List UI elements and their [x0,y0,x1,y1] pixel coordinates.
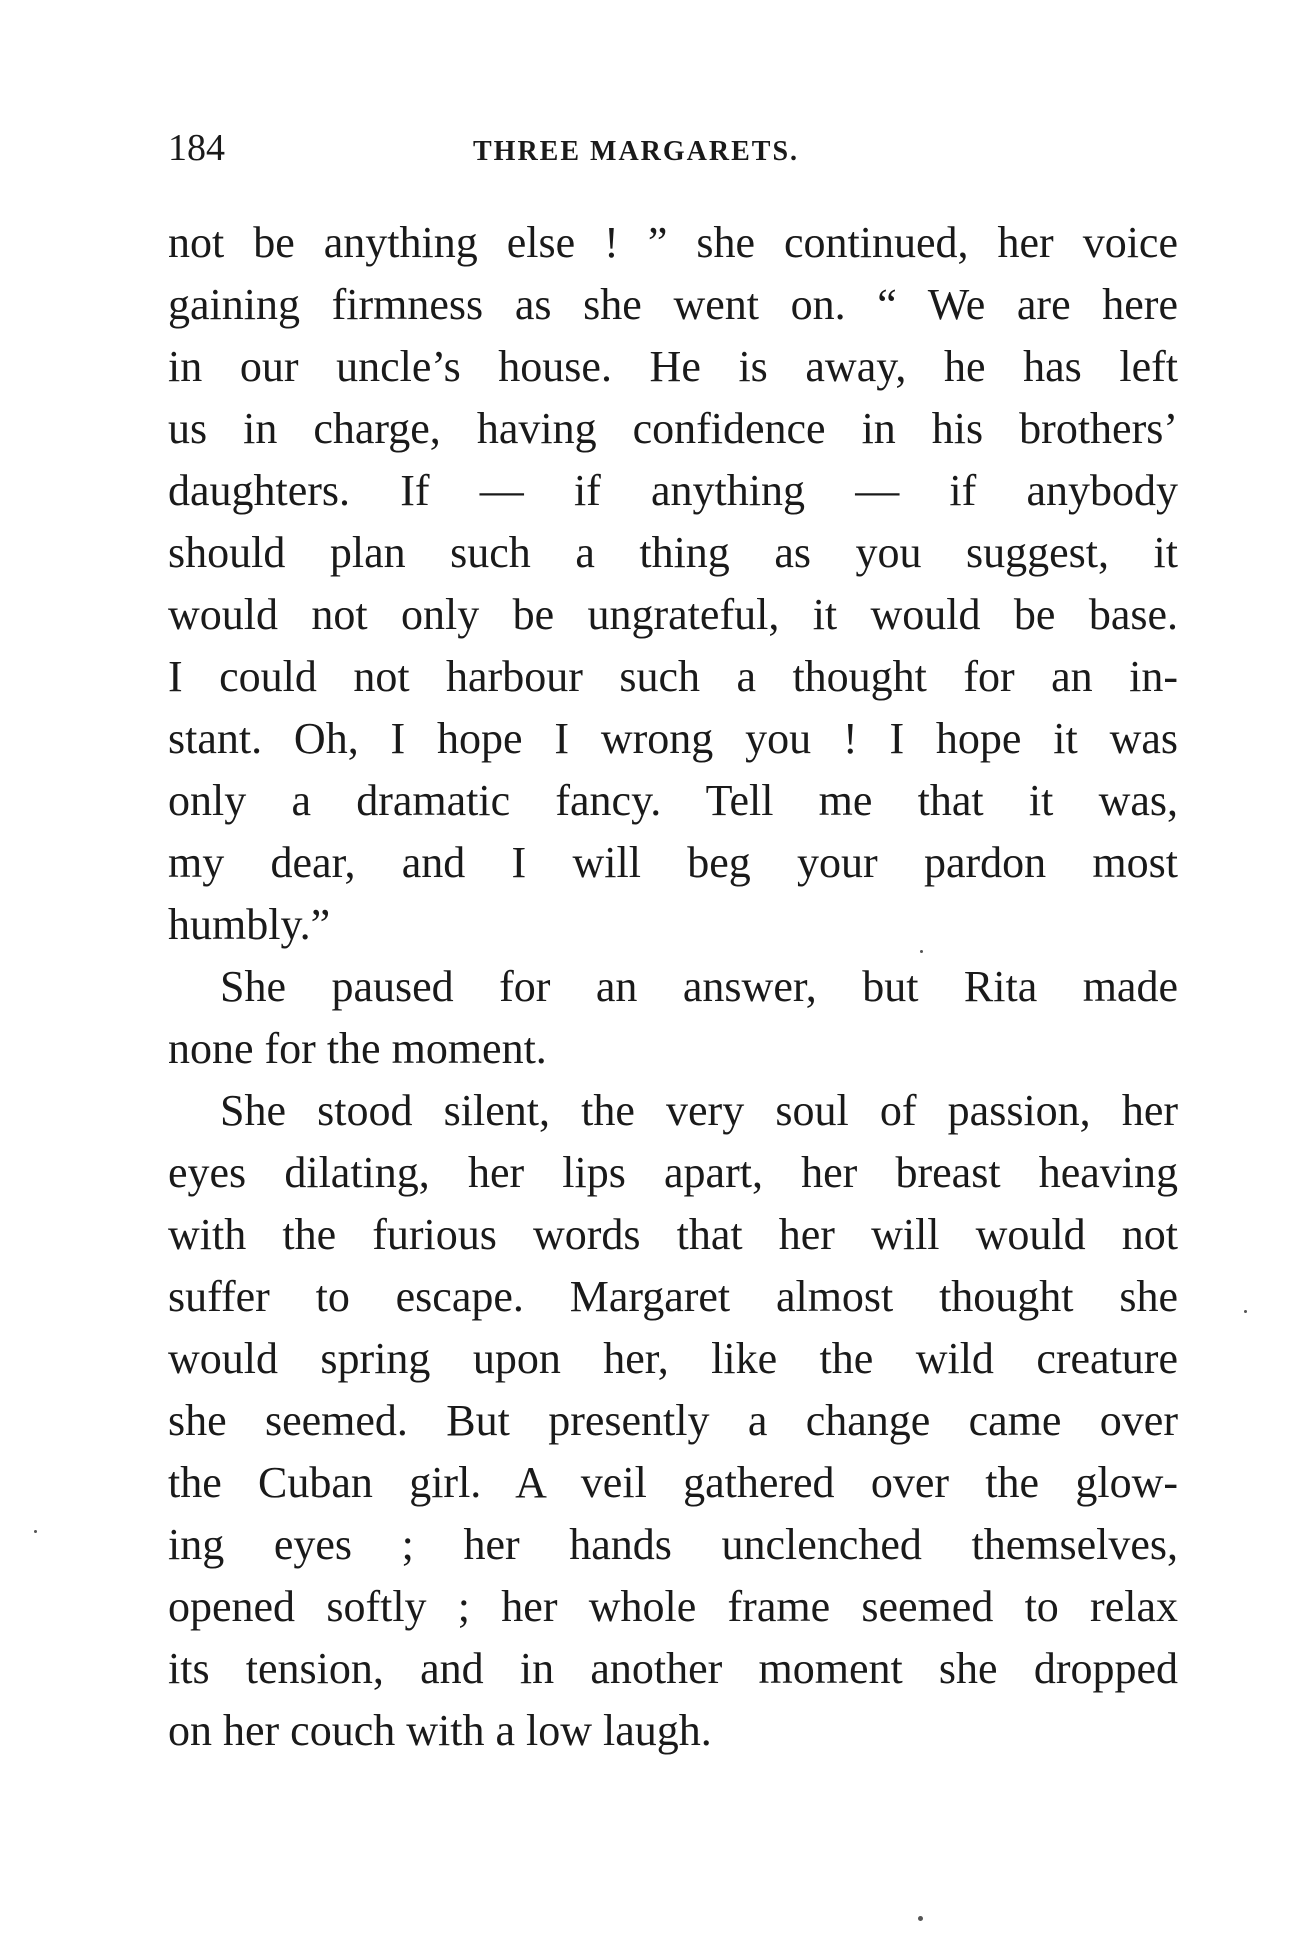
text-line: ing eyes ; her hands unclenched themselves, [168,1520,1178,1569]
paper-speck [918,1916,923,1921]
text-line: would spring upon her, like the wild creature [168,1334,1178,1383]
page-header [168,120,1178,176]
text-line: gaining firmness as she went on. “ We are here [168,280,1178,329]
text-line: on her couch with a low laugh. [168,1706,712,1755]
text-line: suffer to escape. Margaret almost thought she [168,1272,1178,1321]
text-line: with the furious words that her will would not [168,1210,1178,1259]
text-line: us in charge, having confidence in his brothers’ [168,404,1178,453]
page-number: 184 [168,127,225,169]
text-line: not be anything else ! ” she continued, her voice [168,218,1178,267]
text-line: my dear, and I will beg your pardon most [168,838,1178,887]
text-line: would not only be ungrateful, it would be base. [168,590,1178,639]
text-line: only a dramatic fancy. Tell me that it was, [168,776,1178,825]
paper-speck [1244,1310,1247,1313]
text-line: the Cuban girl. A veil gathered over the glow- [168,1458,1178,1507]
text-line: humbly.” [168,900,331,949]
paper-speck [920,950,923,953]
text-line: she seemed. But presently a change came over [168,1396,1178,1445]
paper-speck [34,1530,37,1533]
text-line: daughters. If — if anything — if anybody [168,466,1178,515]
text-line: should plan such a thing as you suggest, it [168,528,1178,577]
text-line: I could not harbour such a thought for an in- [168,652,1178,701]
body-text [168,212,1178,1762]
running-head: THREE MARGARETS. [473,136,800,167]
text-line: none for the moment. [168,1024,547,1073]
text-line: eyes dilating, her lips apart, her breast heaving [168,1148,1178,1197]
text-line: stant. Oh, I hope I wrong you ! I hope it was [168,714,1178,763]
text-line: She paused for an answer, but Rita made [220,962,1178,1011]
text-line: She stood silent, the very soul of passion, her [220,1086,1178,1135]
text-line: opened softly ; her whole frame seemed to relax [168,1582,1178,1631]
text-line: in our uncle’s house. He is away, he has left [168,342,1178,391]
text-line: its tension, and in another moment she dropped [168,1644,1178,1693]
